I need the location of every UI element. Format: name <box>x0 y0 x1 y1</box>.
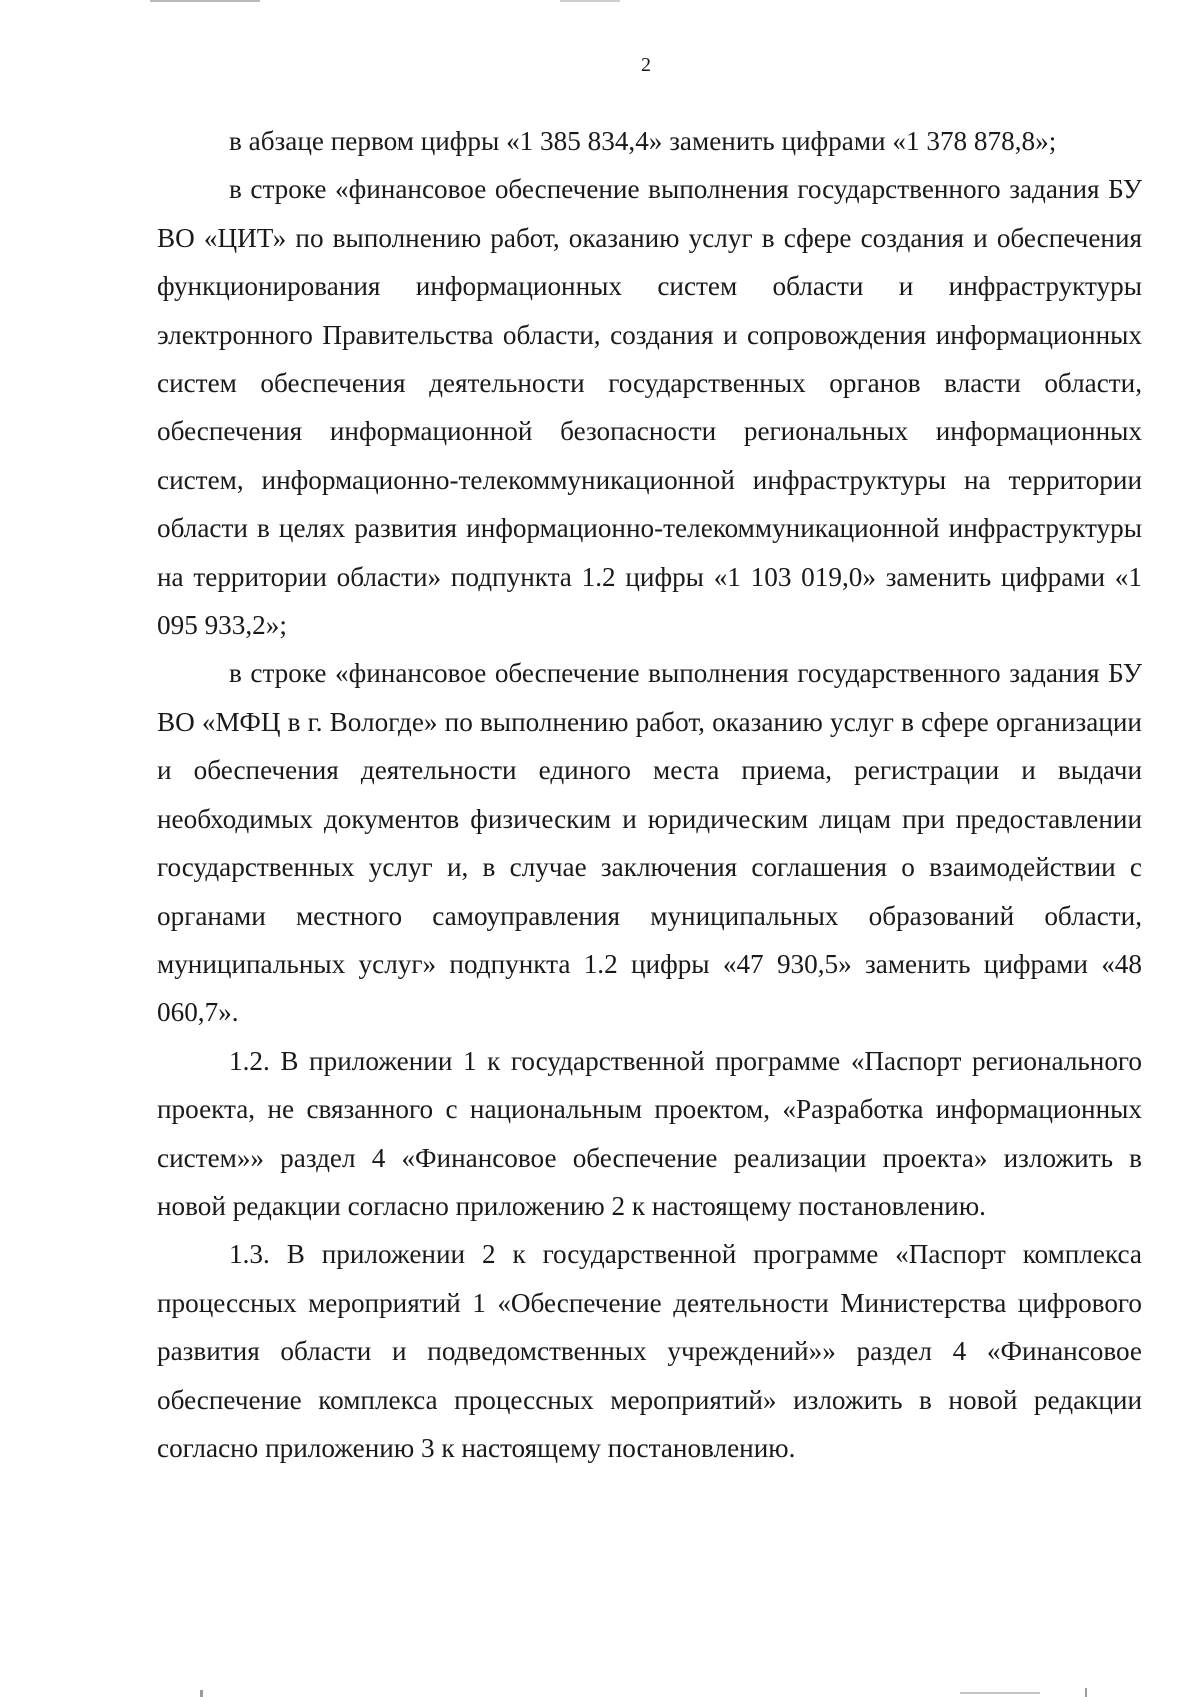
paragraph-4: 1.2. В приложении 1 к государственной программе «Паспорт регионального проекта, не связанного с национальным проектом, «Разработка информационных систем»» раздел 4 «Финансовое обеспечение реализации проекта» изложить в новой редакции согласно приложению 2 к настоящему постановлению. <box>157 1045 1142 1221</box>
scan-artifact-top-mid <box>560 0 620 2</box>
scan-artifact-bottom-right-tick <box>1085 1688 1087 1697</box>
paragraph-2: в строке «финансовое обеспечение выполнения государственного задания БУ ВО «ЦИТ» по выполнению работ, оказанию услуг в сфере создания и обеспечения функционирования информационных систем области и инфраструктуры электронного Правительства области, создания и сопровождения информационных систем обеспечения деятельности государственных органов власти области, обеспечения информационной безопасности региональных информационных систем, информационно-телекоммуникационной инфраструктуры на территории области в целях развития информационно-телекоммуникационной инфраструктуры на территории области» подпункта 1.2 цифры «1 103 019,0» заменить цифрами «1 095 933,2»; <box>157 174 1142 641</box>
scan-artifact-bottom-right <box>960 1692 1040 1694</box>
page-number: 2 <box>641 54 651 76</box>
scan-artifact-top-left <box>150 0 260 2</box>
document-body <box>157 117 1142 1472</box>
paragraph-3: в строке «финансовое обеспечение выполнения государственного задания БУ ВО «МФЦ в г. Вологде» по выполнению работ, оказанию услуг в сфере организации и обеспечения деятельности единого места приема, регистрации и выдачи необходимых документов физическим и юридическим лицам при предоставлении государственных услуг и, в случае заключения соглашения о взаимодействии с органами местного самоуправления муниципальных образований области, муниципальных услуг» подпункта 1.2 цифры «47 930,5» заменить цифрами «48 060,7». <box>157 658 1142 1028</box>
paragraph-5: 1.3. В приложении 2 к государственной программе «Паспорт комплекса процессных мероприятий 1 «Обеспечение деятельности Министерства цифрового развития области и подведомственных учреждений»» раздел 4 «Финансовое обеспечение комплекса процессных мероприятий» изложить в новой редакции согласно приложению 3 к настоящему постановлению. <box>157 1239 1142 1463</box>
scan-artifact-bottom-left <box>200 1690 203 1697</box>
paragraph-1: в абзаце первом цифры «1 385 834,4» заменить цифрами «1 378 878,8»; <box>229 126 1057 156</box>
